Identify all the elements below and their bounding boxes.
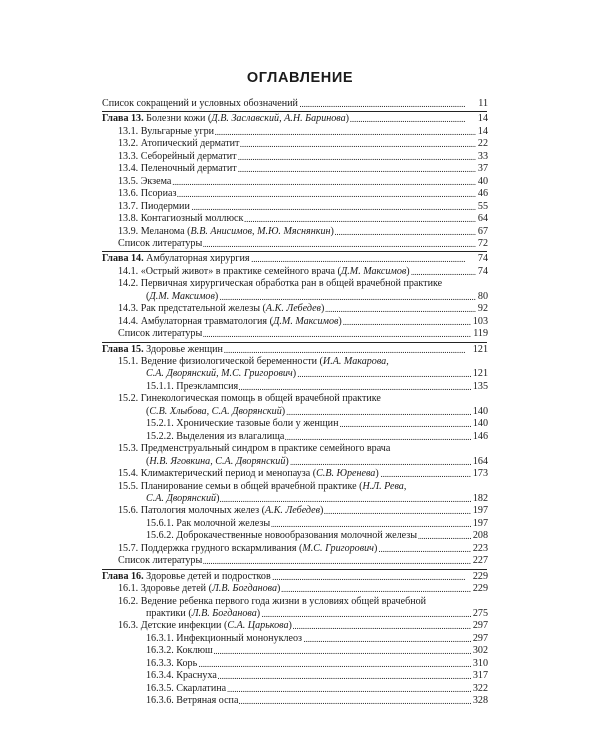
author-names: Д.М. Максимов	[149, 290, 215, 302]
chapter-separator	[102, 251, 487, 252]
toc-entry	[0, 481, 600, 493]
chapter-separator	[102, 342, 487, 343]
page-number: 74	[477, 265, 488, 277]
author-names: Д.М. Максимов	[340, 265, 407, 277]
author-names: М.С. Григорович	[302, 542, 374, 554]
toc-entry	[0, 113, 600, 125]
chapter-label: Глава 14.	[102, 253, 144, 265]
title-text: 16.3.2. Коклюш	[146, 645, 213, 657]
title-text: Амбулаторная хирургия	[143, 253, 250, 265]
toc-entry-title	[118, 201, 191, 213]
toc-entry-title	[146, 456, 290, 468]
author-names: Н.В. Яговкина, С.А. Дворянский	[149, 455, 286, 467]
page-number: 173	[472, 468, 488, 480]
title-text: 15.6.2. Доброкачественные новообразования молочной железы	[146, 530, 418, 542]
title-text: (	[146, 455, 150, 467]
title-text: Список сокращений и условных обозначений	[102, 98, 298, 109]
title-text: 16.1. Здоровье детей (	[118, 583, 212, 595]
title-text: 16.3.4. Краснуха	[146, 670, 217, 682]
author-names: А.К. Лебедев	[265, 505, 321, 517]
page-number: 46	[477, 188, 488, 200]
toc-entry-title	[146, 368, 297, 380]
author-names: В.В. Анисимов, М.Ю. Мяснянкин	[190, 225, 331, 237]
title-text: )	[320, 505, 324, 517]
title-text: )	[288, 620, 292, 632]
title-text: Список литературы	[118, 555, 203, 567]
toc-entry	[0, 493, 600, 505]
title-text: )	[330, 225, 334, 237]
toc-entry	[0, 278, 600, 290]
title-text: Список литературы	[118, 328, 203, 340]
toc-entry-title	[118, 303, 325, 315]
toc-entry-title	[118, 620, 293, 632]
toc-entry	[0, 176, 600, 188]
toc-entry	[0, 316, 600, 328]
author-names: С.А. Дворянский, М.С. Григорович	[146, 368, 293, 380]
author-names: Д.М. Максимов	[272, 315, 339, 327]
title-text: (	[146, 405, 150, 417]
toc-entry	[0, 571, 600, 583]
title-text: 16.3.6. Ветряная оспа	[146, 695, 239, 707]
title-text: )	[406, 265, 410, 277]
toc-entry	[0, 188, 600, 200]
title-text: )	[338, 315, 342, 327]
toc-entry	[0, 596, 600, 608]
toc-entry-title	[118, 163, 238, 175]
toc-entry	[0, 583, 600, 595]
title-text: 15.2.1. Хронические тазовые боли у женщин	[146, 418, 339, 430]
title-text: 13.2. Атопический дерматит	[118, 138, 240, 150]
page-number: 164	[472, 455, 488, 467]
toc-entry-title	[118, 151, 238, 163]
page-number: 302	[472, 645, 488, 657]
toc-entry	[0, 645, 600, 657]
title-text: )	[256, 608, 261, 619]
page-number: 14	[477, 125, 488, 137]
title-text: 14.3. Рак предстательной железы (	[118, 303, 266, 315]
page-number: 92	[477, 303, 488, 315]
toc-entry	[0, 344, 600, 356]
title-text: )	[345, 113, 350, 125]
toc-entry-title	[118, 126, 215, 138]
title-text: 13.6. Псориаз	[118, 188, 177, 200]
toc-entry-title	[118, 176, 172, 188]
title-text: 14.4. Амбулаторная травматология (	[118, 315, 273, 327]
toc-entry	[0, 291, 600, 303]
title-text: 16.3.5. Скарлатина	[146, 682, 227, 694]
toc-entry	[0, 328, 600, 340]
title-text: 15.2. Гинекологическая помощь в общей врачебной практике	[118, 393, 381, 405]
page-number: 146	[472, 430, 488, 442]
page-number: 121	[472, 343, 488, 355]
toc-entry-title	[146, 633, 303, 645]
title-text: )	[375, 468, 379, 480]
title-text: Болезни кожи (	[143, 113, 212, 125]
toc-entry	[0, 126, 600, 138]
author-names: Л.В. Богданова	[211, 583, 278, 595]
page-number: 223	[472, 542, 488, 554]
page-number: 40	[477, 175, 488, 187]
toc-entry-title	[102, 253, 251, 265]
title-text: 15.5. Планирование семьи в общей врачебной практике (	[118, 480, 363, 492]
page-number: 55	[477, 200, 488, 212]
author-names: С.В. Хлыбова, С.А. Дворянский	[149, 405, 282, 417]
title-text: )	[285, 455, 289, 467]
toc-entry	[0, 303, 600, 315]
page-number: 103	[472, 315, 488, 327]
toc-entry-title	[118, 316, 343, 328]
page-number: 227	[472, 555, 488, 567]
page-number: 140	[472, 418, 488, 430]
toc-entry-title	[146, 670, 218, 682]
title-text: 15.7. Поддержка грудного вскармливания (	[118, 542, 303, 554]
toc-entry-title	[118, 356, 390, 368]
toc-entry	[0, 226, 600, 238]
toc-entry	[0, 608, 600, 620]
toc-entry-title	[146, 645, 214, 657]
toc-entry-title	[118, 481, 407, 493]
page-number: 310	[472, 657, 488, 669]
author-names: С.А. Дворянский	[146, 492, 217, 504]
toc-entry	[0, 670, 600, 682]
toc-entry-title	[118, 138, 240, 150]
page-number: 64	[477, 213, 488, 225]
toc-entry-title	[102, 571, 272, 583]
toc-entry	[0, 658, 600, 670]
title-text: 13.7. Пиодермии	[118, 200, 190, 212]
toc-entry-title	[118, 505, 324, 517]
title-text: 15.1. Ведение физиологической беременности (	[118, 356, 323, 367]
author-names: А.К. Лебедев	[265, 303, 321, 315]
page-number: 140	[472, 405, 488, 417]
title-text: 15.3. Предменструальный синдром в практике семейного врача	[118, 443, 391, 455]
toc-entry-title	[118, 278, 443, 290]
title-text: (	[146, 290, 150, 302]
title-text: )	[320, 303, 325, 315]
toc-entry	[0, 138, 600, 150]
toc-entry	[0, 151, 600, 163]
page-number: 297	[472, 632, 488, 644]
toc-entry-title	[118, 555, 203, 567]
dot-leader	[118, 176, 488, 188]
title-text: 13.1. Вульгарные угри	[118, 125, 215, 137]
page-number: 80	[477, 290, 488, 302]
page-number: 67	[477, 225, 488, 237]
toc-entry	[0, 518, 600, 530]
toc-entry	[0, 201, 600, 213]
toc-entry	[0, 468, 600, 480]
chapter-separator	[102, 111, 487, 112]
page-number: 275	[472, 608, 488, 619]
toc-entry-title	[118, 188, 177, 200]
page-number: 72	[477, 237, 488, 249]
page-number: 74	[477, 253, 488, 265]
toc-entry-title	[146, 683, 227, 695]
toc-entry	[0, 418, 600, 430]
chapter-label: Глава 15.	[102, 343, 144, 355]
toc-entry	[0, 368, 600, 380]
toc-entry	[0, 266, 600, 278]
toc-entry-title	[118, 596, 427, 608]
page-number: 22	[477, 138, 488, 150]
chapter-separator	[102, 569, 487, 570]
page-number: 208	[472, 530, 488, 542]
toc-entry-title	[102, 344, 224, 356]
page-number: 182	[472, 492, 488, 504]
title-text: 13.9. Меланома (	[118, 225, 191, 237]
title-text: 15.6. Патология молочных желез (	[118, 505, 265, 517]
toc-entry-title	[146, 381, 239, 393]
toc-entry	[0, 555, 600, 567]
toc-entry-title	[146, 291, 219, 303]
toc-entry-title	[102, 113, 350, 125]
title-text: 13.8. Контагиозный моллюск	[118, 213, 244, 225]
page-number: 135	[472, 380, 488, 392]
toc-entry	[0, 393, 600, 405]
toc-entry	[0, 530, 600, 542]
toc-entry-title	[118, 226, 335, 238]
toc-entry	[0, 253, 600, 265]
author-names: С.А. Царькова	[227, 620, 289, 632]
toc-entry	[0, 505, 600, 517]
title-text: 13.4. Пеленочный дерматит	[118, 163, 237, 175]
page-number: 121	[472, 368, 488, 380]
toc-entry-title	[118, 468, 380, 480]
title-text: )	[214, 290, 219, 302]
title-text: 15.2.2. Выделения из влагалища	[146, 430, 285, 442]
title-text: ,	[403, 480, 407, 492]
toc-entry	[0, 633, 600, 645]
page-number: 317	[472, 670, 488, 682]
author-names: Н.Л. Рева	[362, 480, 404, 492]
title-text: практики (	[146, 608, 192, 619]
toc-entry	[0, 695, 600, 707]
author-names: Л.В. Богданова	[191, 608, 257, 619]
toc-entry-title	[146, 418, 340, 430]
title-text: )	[281, 405, 286, 417]
chapter-label: Глава 13.	[102, 113, 144, 125]
page-title: ОГЛАВЛЕНИЕ	[246, 70, 354, 86]
page-number: 197	[472, 517, 488, 529]
toc-entry	[0, 456, 600, 468]
toc-entry	[0, 443, 600, 455]
toc-entry	[0, 98, 600, 110]
title-text: )	[292, 368, 297, 380]
toc-entry-title	[146, 658, 198, 670]
toc-entry-title	[146, 406, 286, 418]
toc-entry-title	[146, 608, 261, 620]
title-text: Список литературы	[118, 237, 203, 249]
page-number: 297	[472, 620, 488, 632]
toc-entry	[0, 543, 600, 555]
title-text: 16.3.1. Инфекционный мононуклеоз	[146, 632, 303, 644]
toc-entry-title	[118, 583, 281, 595]
page-number: 33	[477, 150, 488, 162]
toc-entry-title	[118, 443, 391, 455]
toc-entry-title	[118, 393, 382, 405]
page-number: 328	[472, 695, 488, 707]
title-text: 16.2. Ведение ребенка первого года жизни в условиях общей врачебной	[118, 595, 427, 607]
toc-entry-title	[146, 530, 418, 542]
title-text: 14.1. «Острый живот» в практике семейного врача (	[118, 265, 341, 277]
title-text: 15.6.1. Рак молочной железы	[146, 517, 271, 529]
toc-entry-title	[102, 98, 299, 110]
title-text: 14.2. Первичная хирургическая обработка ран в общей врачебной практике	[118, 278, 443, 290]
toc-entry	[0, 406, 600, 418]
toc-entry	[0, 431, 600, 443]
title-text: 15.4. Климактерический период и менопауза (	[118, 468, 317, 480]
page-number: 11	[478, 98, 488, 109]
toc-entry-title	[146, 695, 239, 707]
chapter-label: Глава 16.	[102, 570, 144, 582]
title-text: )	[373, 542, 378, 554]
toc-entry-title	[118, 543, 378, 555]
title-text: )	[277, 583, 281, 595]
page-number: 119	[473, 328, 488, 340]
toc-entry	[0, 163, 600, 175]
toc-entry	[0, 683, 600, 695]
title-text: Здоровье женщин	[143, 343, 223, 355]
toc-entry	[0, 213, 600, 225]
toc-entry-title	[118, 328, 203, 340]
toc-entry	[0, 238, 600, 250]
title-text: )	[216, 492, 220, 504]
toc-entry-title	[146, 431, 285, 443]
page-number: 322	[472, 682, 488, 694]
page-number: 229	[472, 570, 488, 582]
toc-entry-title	[118, 266, 411, 278]
title-text: 16.3. Детские инфекции (	[118, 620, 228, 632]
author-names: Д.В. Заславский, А.Н. Баринова	[211, 113, 346, 125]
page-number: 229	[472, 583, 488, 595]
page-number: 197	[472, 505, 488, 517]
title-text: 15.1.1. Преэклампсия	[146, 380, 239, 392]
page-number: 14	[477, 113, 488, 125]
toc-entry-title	[146, 518, 271, 530]
title-text: 16.3.3. Корь	[146, 657, 198, 669]
author-names: С.В. Юренева	[316, 468, 376, 480]
toc-entry-title	[118, 238, 203, 250]
title-text: 13.3. Себорейный дерматит	[118, 150, 237, 162]
page-number: 37	[477, 163, 488, 175]
toc-entry-title	[118, 213, 244, 225]
toc-entry	[0, 620, 600, 632]
toc-entry-title	[146, 493, 220, 505]
toc-entry	[0, 381, 600, 393]
title-text: Здоровье детей и подростков	[143, 570, 271, 582]
title-text: 13.5. Экзема	[118, 175, 172, 187]
toc-entry	[0, 356, 600, 368]
author-names: И.А. Макарова,	[322, 356, 389, 367]
